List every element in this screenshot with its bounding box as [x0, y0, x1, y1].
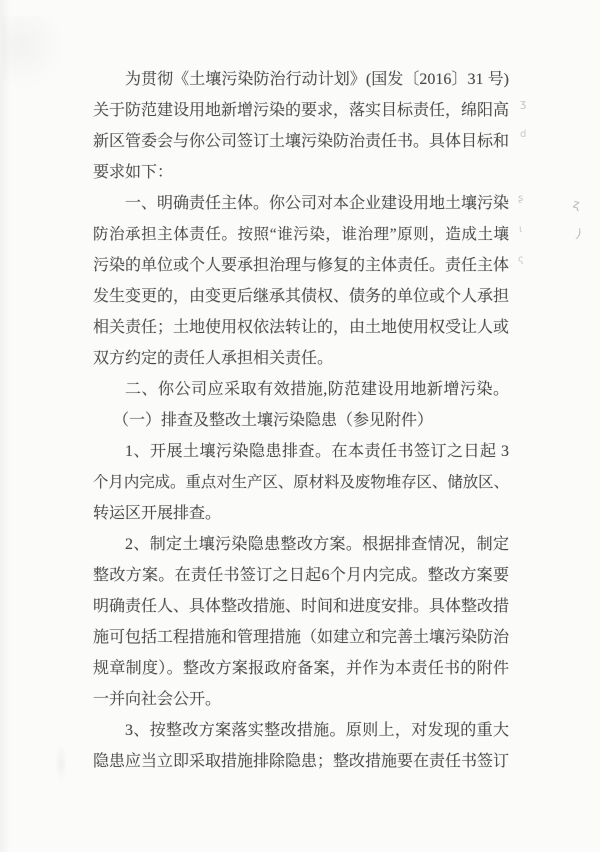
text-line: 污染的单位或个人要承担治理与修复的主体责任。责任主体 [93, 257, 510, 274]
text-line: 转运区开展排查。 [93, 505, 222, 522]
text-line: 一并向社会公开。 [93, 691, 222, 708]
scan-edge-shadow [0, 0, 10, 852]
text-line: 整改方案。在责任书签订之日起6个月内完成。整改方案要 [93, 567, 509, 584]
text-line: 明确责任人、具体整改措施、时间和进度安排。具体整改措 [93, 598, 510, 615]
text-line: 新区管委会与你公司签订土壤污染防治责任书。具体目标和 [93, 133, 510, 150]
text-line: 二、你公司应采取有效措施,防范建设用地新增污染。 [125, 381, 509, 398]
text-line: 个月内完成。重点对生产区、原材料及废物堆存区、储放区、 [93, 474, 509, 491]
scan-artifact: ɩ [519, 224, 523, 235]
text-line: 施可包括工程措施和管理措施（如建立和完善土壤污染防治 [93, 629, 510, 646]
scan-artifact: ) [573, 226, 584, 243]
text-line: 规章制度）。整改方案报政府备案，并作为本责任书的附件 [93, 660, 509, 677]
text-line: （一）排查及整改土壤污染隐患（参见附件） [113, 412, 434, 429]
text-line: 一、明确责任主体。你公司对本企业建设用地土壤污染 [125, 195, 510, 212]
text-line: 双方约定的责任人承担相关责任。 [93, 350, 334, 367]
scan-artifact: ʒ [520, 97, 527, 110]
text-line: 要求如下： [93, 164, 174, 181]
text-line: 发生变更的，由变更后继承其债权、债务的单位或个人承担 [93, 288, 510, 305]
scan-artifact: ʐ [571, 196, 581, 212]
scan-smudge-top-left [2, 16, 66, 90]
text-line: 为贯彻《土壤污染防治行动计划》(国发〔2016〕31 号) [125, 71, 509, 88]
text-line: 3、按整改方案落实整改措施。原则上，对发现的重大 [125, 722, 509, 739]
scan-artifact: ʂ [518, 193, 524, 204]
text-line: 2、制定土壤污染隐患整改方案。根据排查情况，制定 [125, 536, 509, 553]
scan-smudge-bottom-left [55, 744, 67, 782]
document-body [93, 64, 509, 777]
text-line: 防治承担主体责任。按照“谁污染，谁治理”原则，造成土壤 [93, 226, 509, 243]
scan-artifact: d [520, 129, 527, 140]
scan-artifact: ς [518, 254, 524, 265]
text-line: 1、开展土壤污染隐患排查。在本责任书签订之日起 3 [125, 443, 509, 460]
text-line: 相关责任；土地使用权依法转让的，由土地使用权受让人或 [93, 319, 510, 336]
text-line: 关于防范建设用地新增污染的要求，落实目标责任，绵阳高 [93, 102, 510, 119]
text-line: 隐患应当立即采取措施排除隐患；整改措施要在责任书签订 [93, 753, 510, 770]
